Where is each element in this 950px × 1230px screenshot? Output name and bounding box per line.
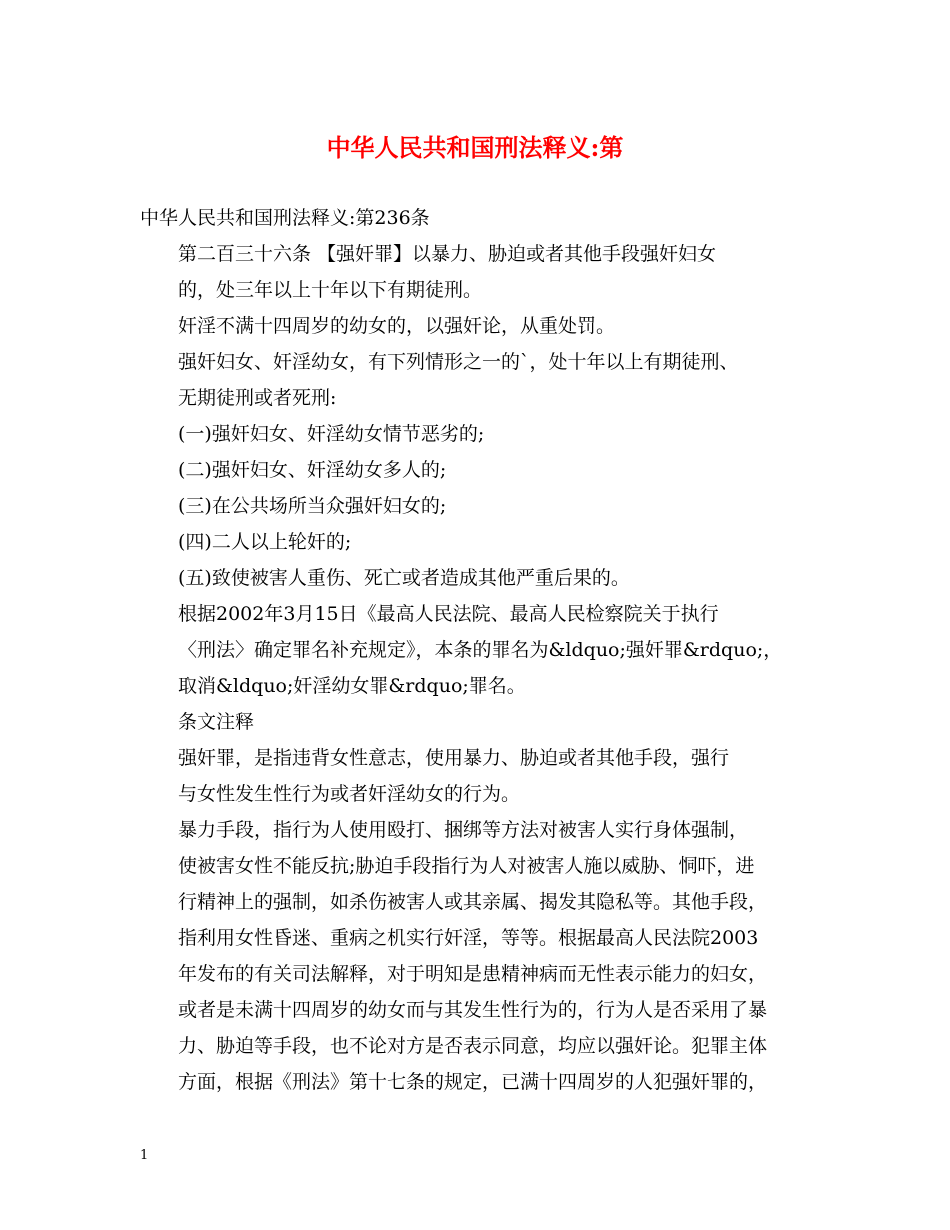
paragraph [140,236,824,308]
paragraph [140,560,824,596]
paragraph [140,200,824,236]
text-line: 强奸罪，是指违背女性意志，使用暴力、胁迫或者其他手段，强行 [178,747,730,769]
text-line: 方面，根据《刑法》第十七条的规定，已满十四周岁的人犯强奸罪的， [178,1071,768,1093]
text-line: (三)在公共场所当众强奸妇女的; [178,495,447,517]
paragraph [140,416,824,452]
paragraph [140,308,824,344]
text-line: 暴力手段，指行为人使用殴打、捆绑等方法对被害人实行身体强制， [178,819,749,841]
text-line: 条文注释 [178,711,255,733]
text-line: 取消&ldquo;奸淫幼女罪&rdquo;罪名。 [178,675,526,697]
paragraph [140,524,824,560]
text-line: 奸淫不满十四周岁的幼女的，以强奸论，从重处罚。 [178,315,616,337]
text-line: (四)二人以上轮奸的; [178,531,352,553]
text-line: 力、胁迫等手段，也不论对方是否表示同意，均应以强奸论。犯罪主体 [178,1035,768,1057]
text-line: 强奸妇女、奸淫幼女，有下列情形之一的`，处十年以上有期徒刑、 [178,351,739,373]
paragraph [140,488,824,524]
paragraph [140,812,824,1100]
text-line: 使被害女性不能反抗;胁迫手段指行为人对被害人施以威胁、恫吓，进 [178,855,755,877]
page-number: 1 [140,1148,149,1163]
paragraph [140,740,824,812]
text-line: 〈刑法〉确定罪名补充规定》，本条的罪名为&ldquo;强奸罪&rdquo;， [178,639,783,661]
paragraph [140,452,824,488]
text-line: 第二百三十六条 【强奸罪】以暴力、胁迫或者其他手段强奸妇女 [178,243,717,265]
text-line: 或者是未满十四周岁的幼女而与其发生性行为的，行为人是否采用了暴 [178,999,768,1021]
document-body [140,200,824,1100]
paragraph [140,704,824,740]
text-line: 的，处三年以上十年以下有期徒刑。 [178,279,483,301]
text-line: 指利用女性昏迷、重病之机实行奸淫，等等。根据最高人民法院2003 [178,927,759,949]
text-line: 与女性发生性行为或者奸淫幼女的行为。 [178,783,521,805]
text-line: (五)致使被害人重伤、死亡或者造成其他严重后果的。 [178,567,630,589]
text-line: 无期徒刑或者死刑: [178,387,337,409]
text-line: 行精神上的强制，如杀伤被害人或其亲属、揭发其隐私等。其他手段， [178,891,768,913]
document-title: 中华人民共和国刑法释义:第 [326,133,624,162]
text-line: 根据2002年3月15日《最高人民法院、最高人民检察院关于执行 [178,603,719,625]
text-line: (一)强奸妇女、奸淫幼女情节恶劣的; [178,423,485,445]
text-line: 年发布的有关司法解释，对于明知是患精神病而无性表示能力的妇女， [178,963,768,985]
paragraph [140,344,824,416]
text-line: (二)强奸妇女、奸淫幼女多人的; [178,459,447,481]
paragraph [140,596,824,704]
text-line: 中华人民共和国刑法释义:第236条 [140,207,430,229]
